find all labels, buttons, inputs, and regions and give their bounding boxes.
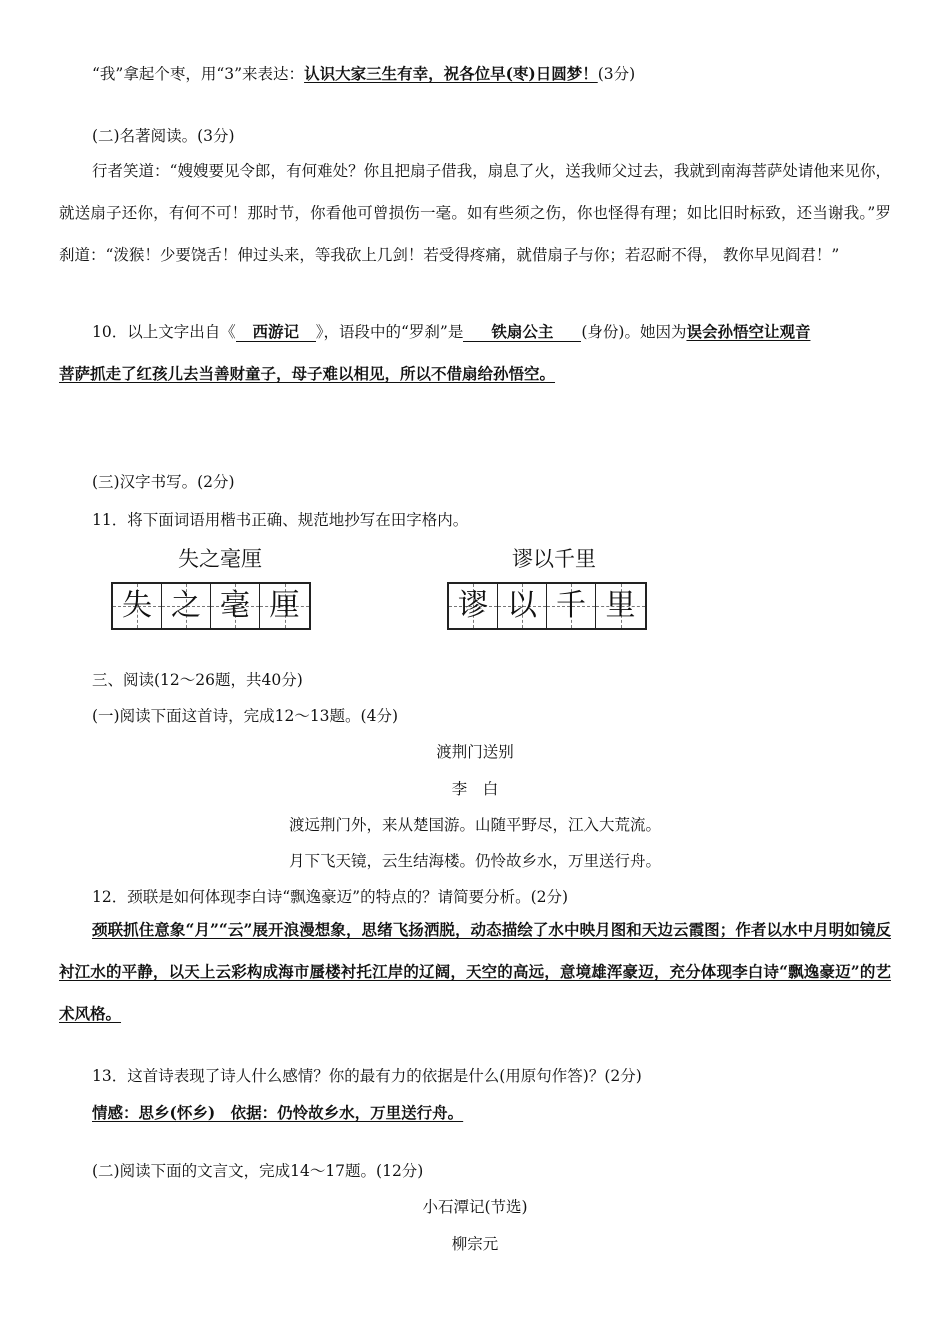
word1-label: 失之毫厘 bbox=[178, 547, 262, 571]
q13-answer: 情感：思乡(怀乡) 依据：仍怜故乡水，万里送行舟。 bbox=[92, 1103, 464, 1122]
q9-answer-line bbox=[92, 64, 635, 84]
grid-char: 毫 bbox=[220, 588, 250, 623]
q10-text-1: 10．以上文字出自《 bbox=[92, 323, 236, 341]
grid-char: 千 bbox=[556, 588, 586, 623]
q10-text-2: 》，语段中的“罗刹”是 bbox=[315, 323, 464, 341]
grid-char: 厘 bbox=[269, 588, 300, 623]
word2-label: 谬以千里 bbox=[512, 547, 596, 571]
grid-cell bbox=[113, 584, 162, 628]
grid-char: 里 bbox=[605, 588, 636, 623]
poem-line-2: 月下飞天镜，云生结海楼。仍怜故乡水，万里送行舟。 bbox=[288, 852, 661, 870]
q10-blank-identity: 铁扇公主 bbox=[463, 323, 581, 342]
classical-section-heading: (二)阅读下面的文言文，完成14～17题。(12分) bbox=[92, 1162, 424, 1180]
grid-cell bbox=[260, 584, 309, 628]
classics-passage: 行者笑道：“嫂嫂要见令郎，有何难处？你且把扇子借我，扇息了火，送我师父过去，我就到南海菩萨处请他来见你，就送扇子还你，有何不可！那时节，你看他可曾损伤一毫。如有些须之伤，你也怪得有理；如比旧时标致，还当谢我。”罗刹道：“泼猴！少要饶舌！伸过头来，等我砍上几剑！若受得疼痛，就借扇子与你；若忍耐不得， 教你早见阎君！” bbox=[59, 162, 891, 264]
q10-answer-continued bbox=[59, 364, 555, 384]
grid-char: 之 bbox=[171, 588, 201, 623]
q10-answer-start: 误会孙悟空让观音 bbox=[686, 322, 811, 341]
section-heading-writing: (三)汉字书写。(2分) bbox=[92, 473, 235, 491]
grid-cell bbox=[449, 584, 498, 628]
tianzige-grid-1 bbox=[111, 582, 311, 630]
q10-text-3: (身份)。她因为 bbox=[581, 323, 687, 341]
grid-cell bbox=[162, 584, 211, 628]
q11-prompt: 11．将下面词语用楷书正确、规范地抄写在田字格内。 bbox=[92, 511, 469, 529]
tianzige-grid-2 bbox=[447, 582, 647, 630]
q9-prefix: “我”拿起个枣，用“3”来表达： bbox=[92, 65, 305, 83]
q9-answer: 认识大家三生有幸，祝各位早(枣)日圆梦！ bbox=[304, 64, 598, 83]
q9-score: (3分) bbox=[597, 65, 636, 83]
classical-text-author: 柳宗元 bbox=[451, 1235, 499, 1253]
q13-prompt: 13．这首诗表现了诗人什么感情？你的最有力的依据是什么(用原句作答)？(2分) bbox=[92, 1067, 642, 1085]
grid-cell bbox=[596, 584, 645, 628]
q10-blank-book: 西游记 bbox=[236, 323, 316, 342]
poem-section-heading: (一)阅读下面这首诗，完成12～13题。(4分) bbox=[92, 707, 398, 725]
grid-cell bbox=[498, 584, 547, 628]
q13-answer-line bbox=[92, 1103, 463, 1123]
grid-char: 以 bbox=[507, 588, 537, 623]
q10-answer-end: 菩萨抓走了红孩儿去当善财童子，母子难以相见，所以不借扇给孙悟空。 bbox=[59, 364, 556, 383]
grid-char: 谬 bbox=[458, 588, 488, 623]
poem-title: 渡荆门送别 bbox=[436, 743, 514, 761]
poem-author: 李 白 bbox=[451, 780, 499, 798]
classical-text-title: 小石潭记(节选) bbox=[422, 1198, 528, 1216]
q12-prompt: 12．颈联是如何体现李白诗“飘逸豪迈”的特点的？请简要分析。(2分) bbox=[92, 888, 569, 906]
section-heading-classics: (二)名著阅读。(3分) bbox=[92, 127, 235, 145]
q10-line bbox=[92, 322, 810, 342]
grid-char: 失 bbox=[122, 588, 152, 623]
grid-cell bbox=[547, 584, 596, 628]
q12-answer: 颈联抓住意象“月”“云”展开浪漫想象，思绪飞扬洒脱，动态描绘了水中映月图和天边云霞图；作者以水中月明如镜反衬江水的平静，以天上云彩构成海市蜃楼衬托江岸的辽阔，天空的高远，意境雄浑豪迈，充分体现李白诗“飘逸豪迈”的艺术风格。 bbox=[59, 920, 891, 1023]
grid-cell bbox=[211, 584, 260, 628]
poem-line-1: 渡远荆门外，来从楚国游。山随平野尽，江入大荒流。 bbox=[288, 816, 661, 834]
part3-heading: 三、阅读(12～26题，共40分) bbox=[92, 671, 303, 689]
